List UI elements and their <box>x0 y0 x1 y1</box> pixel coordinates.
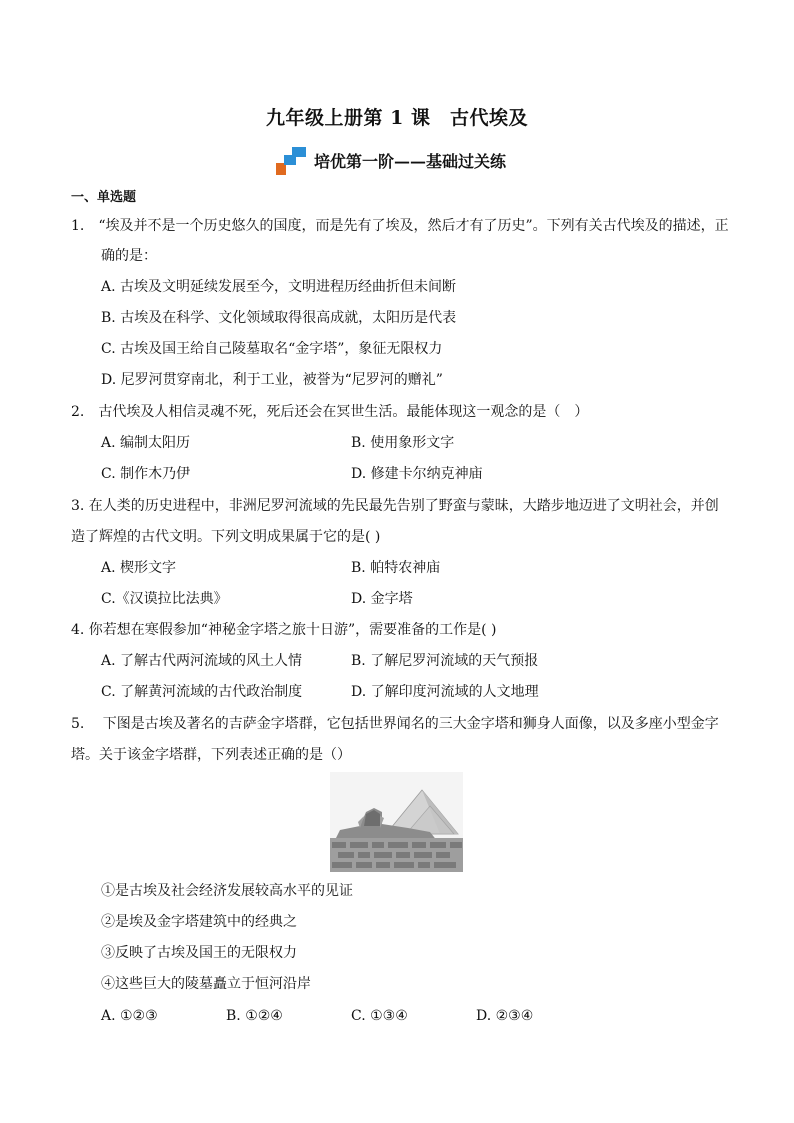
question-5-option-d: D. ②③④ <box>476 1008 534 1024</box>
question-2-option-b: B. 使用象形文字 <box>351 435 455 451</box>
question-1-line-2: 确的是： <box>101 248 157 264</box>
question-2-option-a: A. 编制太阳历 <box>101 435 191 451</box>
question-5-line-2: 塔。关于该金字塔群，下列表述正确的是（） <box>71 747 351 763</box>
giza-pyramids-photo <box>330 772 463 872</box>
question-5-statement-1: ①是古埃及社会经济发展较高水平的见证 <box>101 883 353 899</box>
question-5-statement-3: ③反映了古埃及国王的无限权力 <box>101 945 297 961</box>
question-4-option-d: D. 了解印度河流域的人文地理 <box>351 684 539 700</box>
question-3-line-2: 造了辉煌的古代文明。下列文明成果属于它的是( ) <box>71 529 381 545</box>
question-3-option-b: B. 帕特农神庙 <box>351 560 441 576</box>
question-1-line-1: 1. “埃及并不是一个历史悠久的国度，而是先有了埃及，然后才有了历史”。下列有关古代埃及的描述，正 <box>71 218 729 234</box>
stairs-icon <box>276 145 310 175</box>
question-5-option-a: A. ①②③ <box>101 1008 158 1024</box>
question-5-line-1: 5. 下图是古埃及著名的吉萨金字塔群，它包括世界闻名的三大金字塔和狮身人面像，以及多座小型金字 <box>71 716 719 732</box>
question-3-option-c: C.《汉谟拉比法典》 <box>101 591 228 607</box>
subtitle-block <box>276 144 506 176</box>
question-1-option-d: D. 尼罗河贯穿南北，利于工业，被誉为“尼罗河的赠礼” <box>101 372 443 388</box>
question-4-option-b: B. 了解尼罗河流域的天气预报 <box>351 653 539 669</box>
question-1-option-b: B. 古埃及在科学、文化领域取得很高成就，太阳历是代表 <box>101 310 457 326</box>
page-title: 九年级上册第 1 课 古代埃及 <box>266 107 528 129</box>
question-4-option-a: A. 了解古代两河流域的风土人情 <box>101 653 303 669</box>
question-5-option-b: B. ①②④ <box>226 1008 283 1024</box>
question-5-option-c: C. ①③④ <box>351 1008 408 1024</box>
question-4-option-c: C. 了解黄河流域的古代政治制度 <box>101 684 303 700</box>
question-3-line-1: 3. 在人类的历史进程中，非洲尼罗河流域的先民最先告别了野蛮与蒙昧，大踏步地迈进了文明社会，并创 <box>71 498 719 514</box>
question-3-option-a: A. 楔形文字 <box>101 560 177 576</box>
question-5-statement-2: ②是埃及金字塔建筑中的经典之 <box>101 914 297 930</box>
question-2-option-d: D. 修建卡尔纳克神庙 <box>351 466 483 482</box>
section-heading: 一、单选题 <box>71 190 137 205</box>
question-5-statement-4: ④这些巨大的陵墓矗立于恒河沿岸 <box>101 976 311 992</box>
question-2-line-1: 2. 古代埃及人相信灵魂不死，死后还会在冥世生活。最能体现这一观念的是（ ） <box>71 404 589 420</box>
question-4-line-1: 4. 你若想在寒假参加“神秘金字塔之旅十日游”，需要准备的工作是( ) <box>71 622 497 638</box>
subtitle: 培优第一阶——基础过关练 <box>314 151 507 171</box>
question-1-option-a: A. 古埃及文明延续发展至今，文明进程历经曲折但未间断 <box>101 279 457 295</box>
question-3-option-d: D. 金字塔 <box>351 591 413 607</box>
question-2-option-c: C. 制作木乃伊 <box>101 466 191 482</box>
question-1-option-c: C. 古埃及国王给自己陵墓取名“金字塔”，象征无限权力 <box>101 341 443 357</box>
